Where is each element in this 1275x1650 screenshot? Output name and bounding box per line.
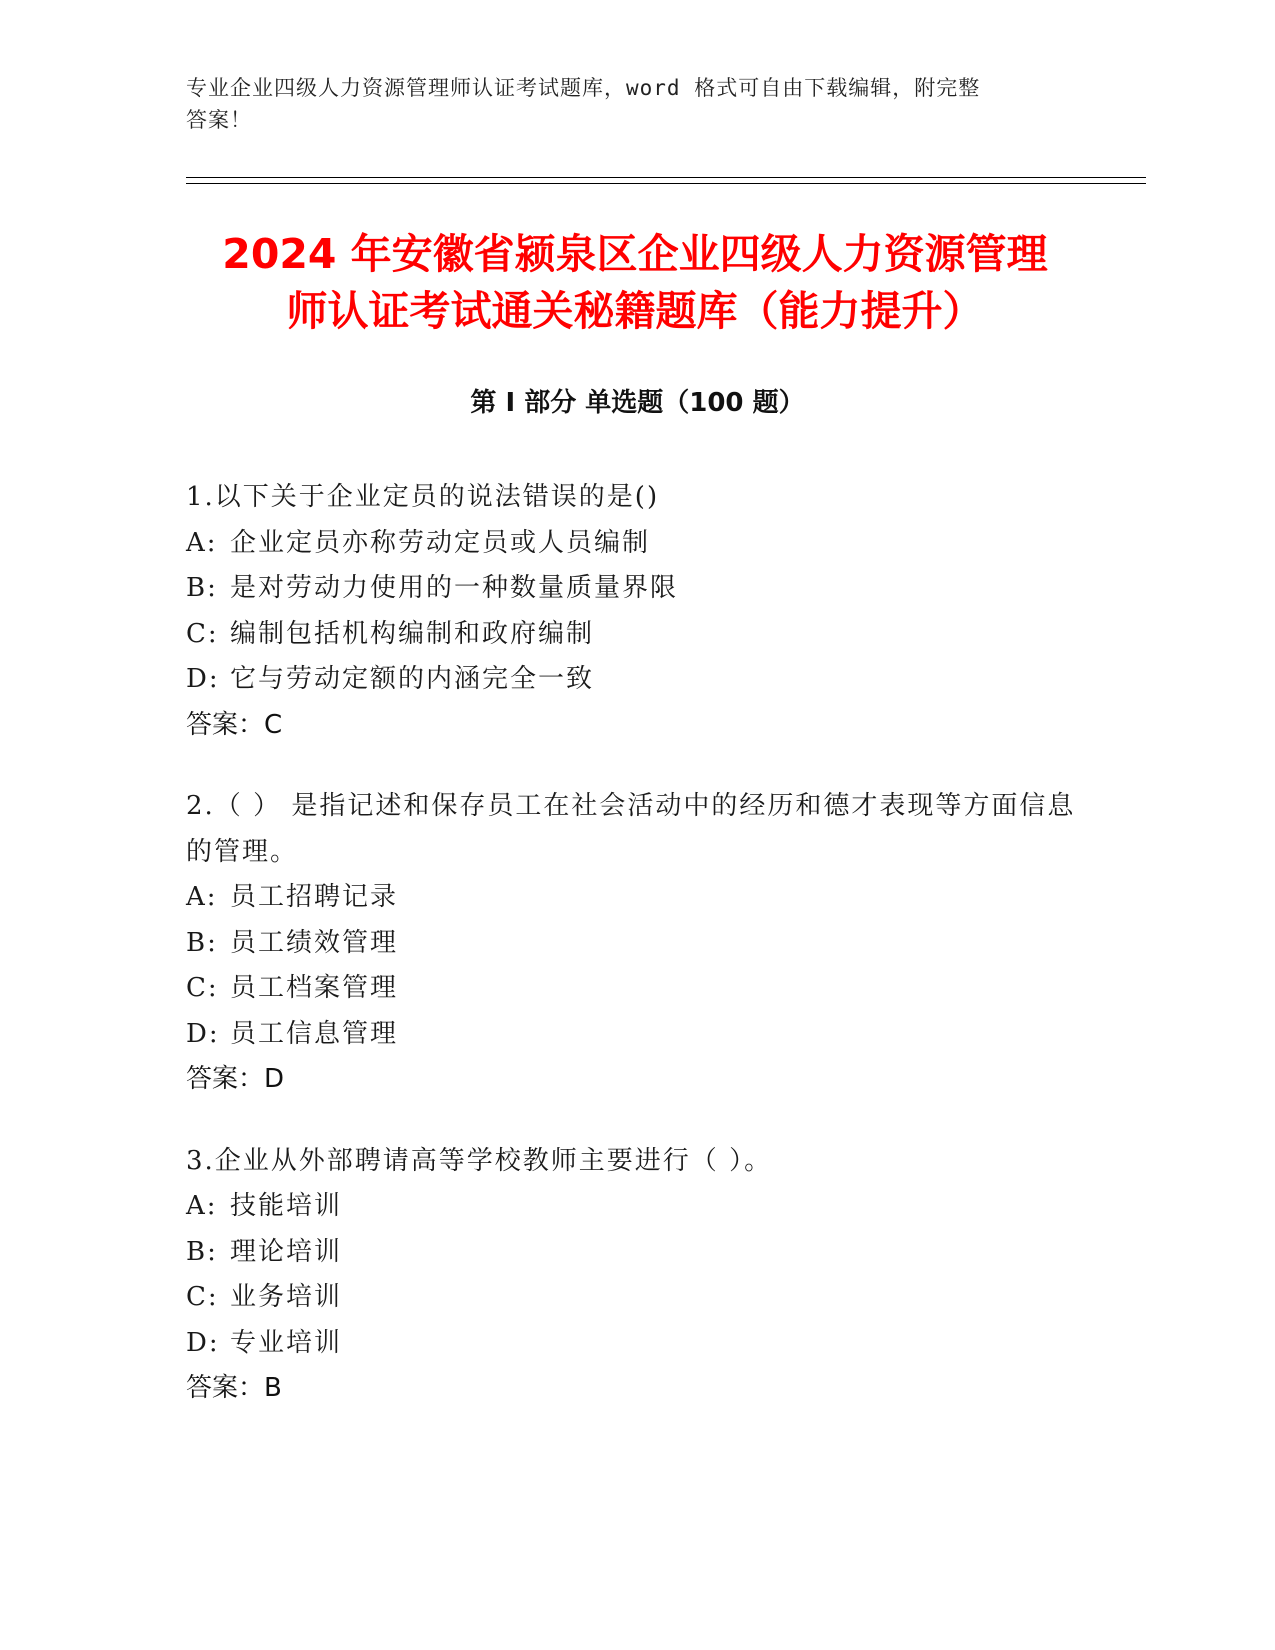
option-key: C: <box>186 618 219 649</box>
question-option-d <box>186 657 1086 703</box>
option-text: 业务培训 <box>230 1282 343 1312</box>
option-text: 员工信息管理 <box>230 1018 399 1049</box>
question-answer: 答案：D <box>186 1064 285 1094</box>
question-option-b <box>186 566 1086 612</box>
document-title <box>170 226 1100 340</box>
question-item <box>186 1139 1086 1412</box>
question-stem: 3.企业从外部聘请高等学校教师主要进行（ ）。 <box>186 1145 773 1176</box>
header-note-line-2: 答案！ <box>186 108 252 132</box>
option-key: C: <box>186 1282 219 1312</box>
option-key: A: <box>186 1191 218 1221</box>
question-item <box>186 784 1086 1103</box>
option-text: 员工招聘记录 <box>230 882 399 912</box>
option-key: C: <box>186 973 219 1003</box>
section-heading: 第 I 部分 单选题（100 题） <box>470 388 805 418</box>
question-option-d <box>186 1012 1086 1058</box>
option-key: B: <box>186 1236 218 1267</box>
question-list <box>186 475 1086 1448</box>
question-option-a <box>186 875 1086 921</box>
option-text: 技能培训 <box>230 1191 343 1221</box>
question-answer: 答案：B <box>186 1373 282 1403</box>
option-key: D: <box>186 1327 220 1358</box>
option-text: 理论培训 <box>230 1236 343 1267</box>
question-option-a <box>186 1184 1086 1230</box>
question-option-d <box>186 1321 1086 1367</box>
document-title-line-1: 2024 年安徽省颍泉区企业四级人力资源管理 <box>222 230 1048 278</box>
question-item <box>186 475 1086 748</box>
option-key: A: <box>186 882 218 912</box>
option-text: 编制包括机构编制和政府编制 <box>230 618 595 649</box>
header-divider-top <box>186 177 1146 178</box>
option-text: 员工档案管理 <box>230 973 399 1003</box>
header-divider-bottom <box>186 183 1146 184</box>
question-stem: 1.以下关于企业定员的说法错误的是() <box>186 482 660 512</box>
question-stem: 2.（ ） 是指记述和保存员工在社会活动中的经历和德才表现等方面信息的管理。 <box>186 791 1076 867</box>
option-text: 企业定员亦称劳动定员或人员编制 <box>230 527 651 558</box>
option-text: 它与劳动定额的内涵完全一致 <box>230 664 595 694</box>
header-note-line-1: 专业企业四级人力资源管理师认证考试题库，word 格式可自由下载编辑，附完整 <box>186 76 981 100</box>
option-key: B: <box>186 573 218 603</box>
document-title-line-2: 师认证考试通关秘籍题库（能力提升） <box>286 287 984 335</box>
question-option-c <box>186 612 1086 658</box>
question-answer: 答案：C <box>186 709 283 740</box>
option-text: 员工绩效管理 <box>230 927 399 958</box>
question-option-a <box>186 521 1086 567</box>
question-option-b <box>186 921 1086 967</box>
header-note <box>186 72 1066 136</box>
option-key: D: <box>186 1018 220 1049</box>
question-option-b <box>186 1230 1086 1276</box>
question-option-c <box>186 1275 1086 1321</box>
question-option-c <box>186 966 1086 1012</box>
option-key: D: <box>186 664 220 694</box>
option-key: A: <box>186 527 218 558</box>
option-text: 是对劳动力使用的一种数量质量界限 <box>230 573 679 603</box>
option-key: B: <box>186 927 218 958</box>
option-text: 专业培训 <box>230 1327 343 1358</box>
